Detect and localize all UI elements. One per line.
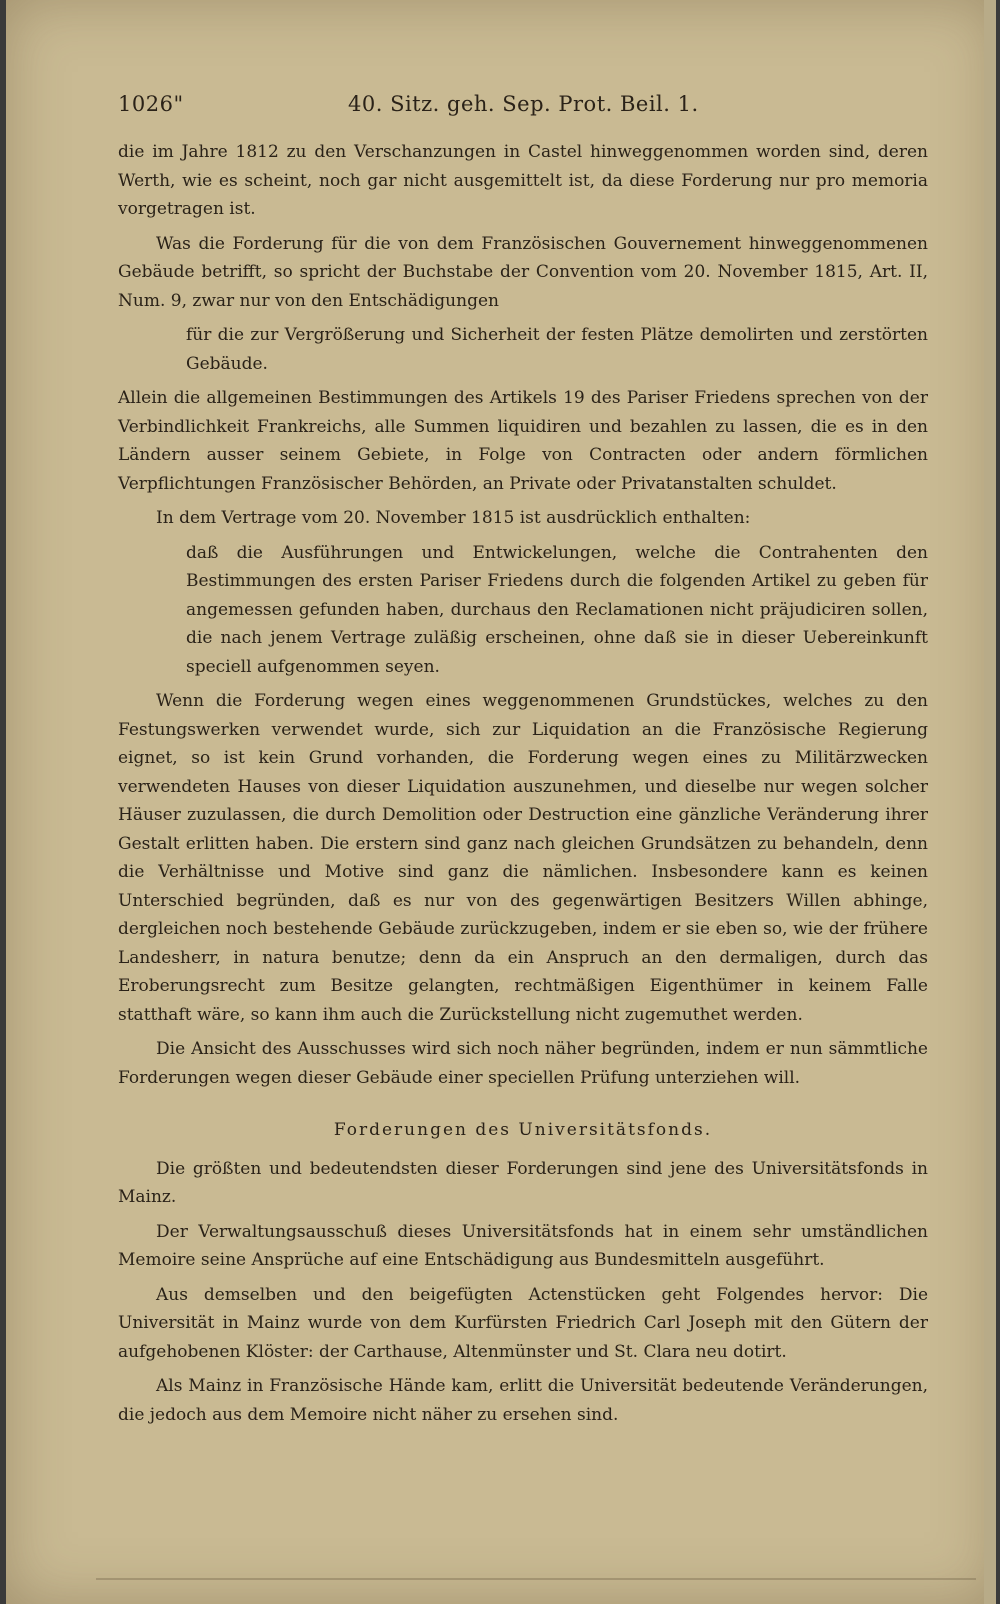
paragraph: Die größten und bedeutendsten dieser Forderungen sind jene des Universitätsfonds in Mainz. xyxy=(118,1158,928,1207)
body-text xyxy=(118,138,928,1435)
document-page xyxy=(6,0,996,1604)
paragraph: Wenn die Forderung wegen eines weggenommenen Grundstückes, welches zu den Festungswerken verwendet wurde, sich zur Liquidation an die Französische Regierung eignet, so ist kein Grund vorhanden, die Forderung wegen eines zu Militärzwecken verwendeten Hauses von dieser Liquidation auszunehmen, und dieselbe nur wegen solcher Häuser zuzulassen, die durch Demolition oder Destruction eine gänzliche Veränderung ihrer Gestalt erlitten haben. Die erstern sind ganz nach gleichen Grundsätzen zu behandeln, denn die Verhältnisse und Motive sind ganz die nämlichen. Insbesondere kann es keinen Unterschied begründen, daß es nur von des gegenwärtigen Besitzers Willen abhinge, dergleichen noch bestehende Gebäude zurückzugeben, indem er sie eben so, wie der frühere Landesherr, in natura benutze; denn da ein Anspruch an den dermaligen, durch das Eroberungsrecht zum Besitze gelangten, rechtmäßigen Eigenthümer in keinem Falle statthaft wäre, so kann ihm auch die Zurückstellung nicht zugemuthet werden. xyxy=(118,691,928,1025)
quoted-paragraph: daß die Ausführungen und Entwickelungen, welche die Contrahenten den Bestimmungen des ersten Pariser Friedens durch die folgenden Artikel zu geben für angemessen gefunden haben, durchaus den Reclamationen nicht präjudiciren sollen, die nach jenem Vertrage zuläßig erscheinen, ohne daß sie in dieser Uebereinkunft speciell aufgenommen seyen. xyxy=(186,542,928,677)
section-heading: Forderungen des Universitätsfonds. xyxy=(333,1120,713,1140)
page-edge xyxy=(984,0,996,1604)
page-header xyxy=(118,92,928,128)
page-number: 1026" xyxy=(118,92,184,116)
paragraph: Der Verwaltungsausschuß dieses Universitätsfonds hat in einem sehr umständlichen Memoire seine Ansprüche auf eine Entschädigung aus Bundesmitteln ausgeführt. xyxy=(118,1221,928,1270)
paragraph: Was die Forderung für die von dem Französischen Gouvernement hinweggenommenen Gebäude betrifft, so spricht der Buchstabe der Convention vom 20. November 1815, Art. II, Num. 9, zwar nur von den Entschädigungen xyxy=(118,233,928,311)
quoted-paragraph: für die zur Vergrößerung und Sicherheit der festen Plätze demolirten und zerstörten Gebäude. xyxy=(186,325,928,374)
paragraph: Die Ansicht des Ausschusses wird sich noch näher begründen, indem er nun sämmtliche Forderungen wegen dieser Gebäude einer speciellen Prüfung unterziehen will. xyxy=(118,1039,928,1088)
bottom-rule xyxy=(96,1578,976,1580)
paragraph: Allein die allgemeinen Bestimmungen des Artikels 19 des Pariser Friedens sprechen von der Verbindlichkeit Frankreichs, alle Summen liquidiren und bezahlen zu lassen, die es in den Ländern ausser seinem Gebiete, in Folge von Contracten oder andern förmlichen Verpflichtungen Französischer Behörden, an Private oder Privatanstalten schuldet. xyxy=(118,388,928,494)
paragraph: die im Jahre 1812 zu den Verschanzungen in Castel hinweggenommen worden sind, deren Werth, wie es scheint, noch gar nicht ausgemittelt ist, da diese Forderung nur pro memoria vorgetragen ist. xyxy=(118,142,928,219)
paragraph: Aus demselben und den beigefügten Actenstücken geht Folgendes hervor: Die Universität in Mainz wurde von dem Kurfürsten Friedrich Carl Joseph mit den Gütern der aufgehobenen Klöster: der Carthause, Altenmünster und St. Clara neu dotirt. xyxy=(118,1284,928,1362)
paragraph: In dem Vertrage vom 20. November 1815 ist ausdrücklich enthalten: xyxy=(156,508,751,528)
paragraph: Als Mainz in Französische Hände kam, erlitt die Universität bedeutende Veränderungen, die jedoch aus dem Memoire nicht näher zu ersehen sind. xyxy=(118,1376,928,1425)
running-head: 40. Sitz. geh. Sep. Prot. Beil. 1. xyxy=(348,92,699,116)
